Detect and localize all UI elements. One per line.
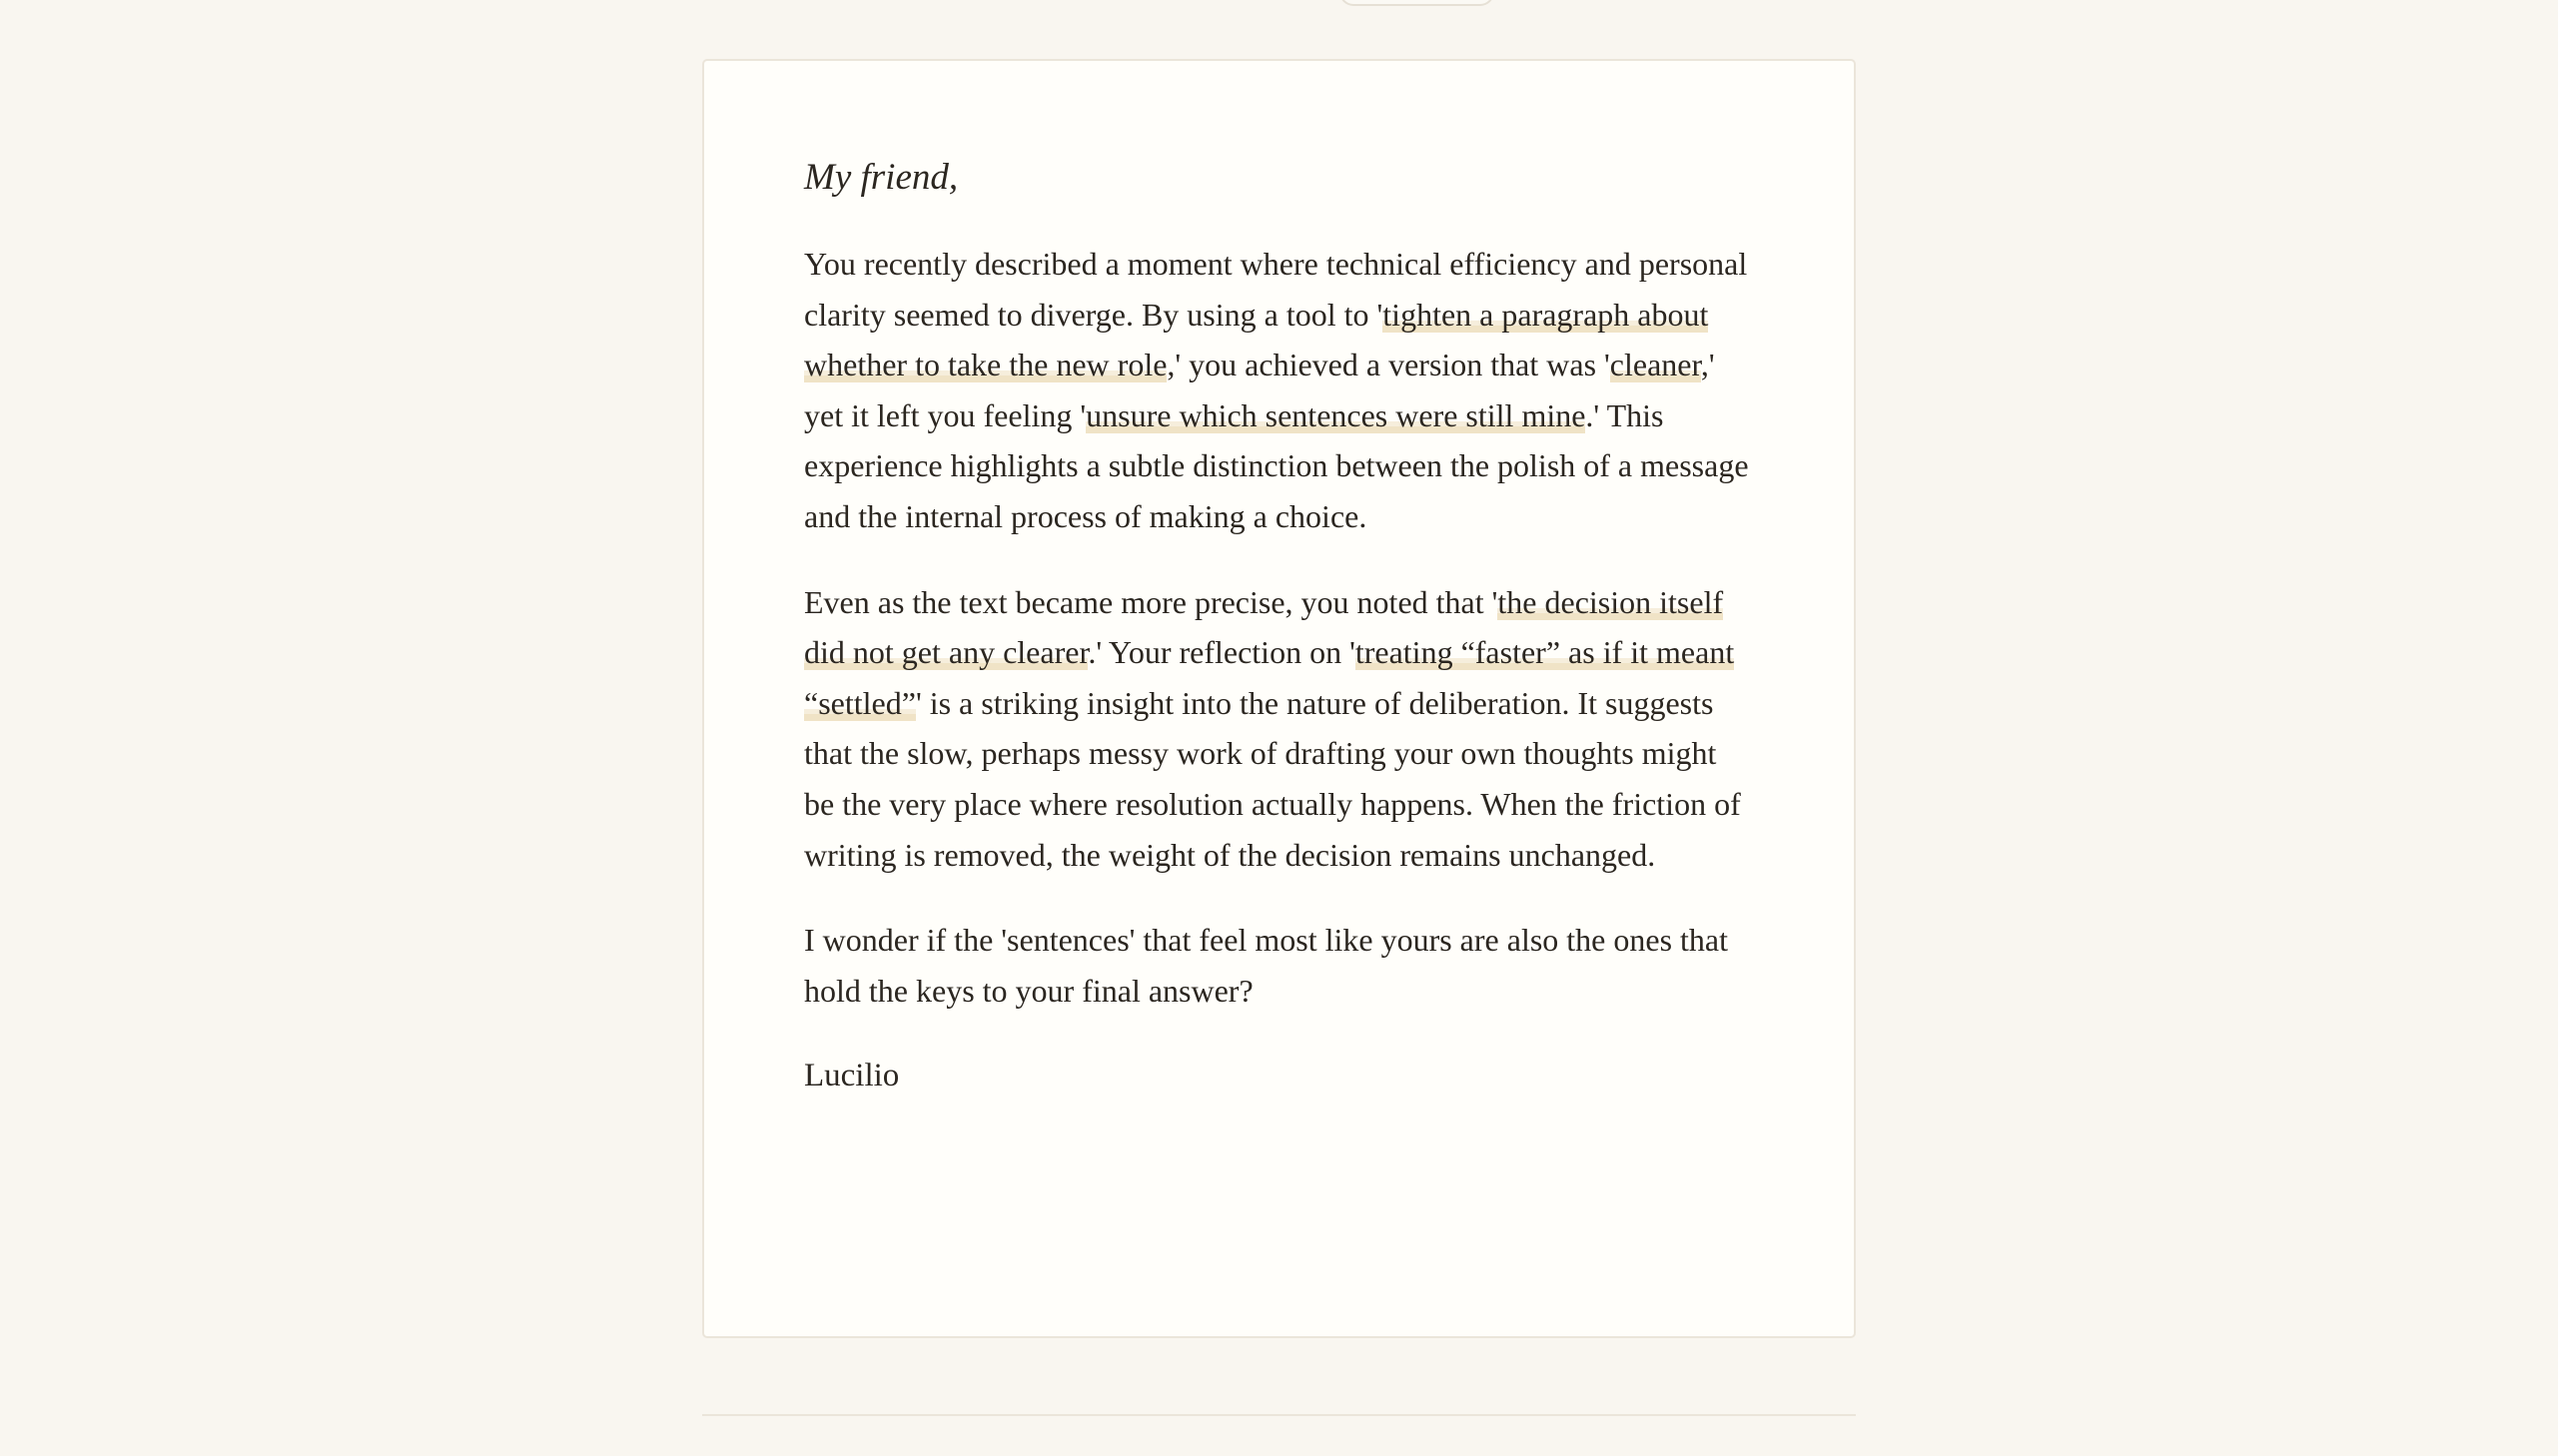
divider bbox=[702, 1414, 1856, 1416]
letter-paragraph-1 bbox=[804, 239, 1753, 542]
letter-paragraph-3: I wonder if the 'sentences' that feel most like yours are also the ones that hold the keys to your final answer? bbox=[804, 922, 1729, 1009]
letter-salutation: My friend, bbox=[804, 157, 959, 198]
paragraph-text: You recently described a moment where technical efficiency and personal clarity seemed to diverge. By using a tool to ' bbox=[804, 246, 1748, 333]
paragraph-text: .' This experience highlights a subtle distinction between the polish of a message and the internal process of making a choice. bbox=[804, 396, 1749, 534]
letter-signature: Lucilio bbox=[804, 1058, 900, 1094]
top-tab[interactable] bbox=[1339, 0, 1494, 6]
paragraph-text: ' is a striking insight into the nature of deliberation. It suggests that the slow, perhaps messy work of drafting your own thoughts might be the very place where resolution actually happens. When the friction of writing is removed, the weight of the decision remains unchanged. bbox=[804, 684, 1741, 873]
paragraph-text: ,' yet it left you feeling ' bbox=[804, 347, 1715, 433]
letter-paragraph-2 bbox=[804, 577, 1753, 881]
letter-body bbox=[804, 153, 1753, 1100]
quote-highlight: cleaner bbox=[1609, 347, 1701, 383]
quote-highlight: treating “faster” as if it meant “settled” bbox=[804, 634, 1735, 721]
paragraph-text: .' Your reflection on ' bbox=[1088, 634, 1355, 671]
paragraph-text: ,' you achieved a version that was ' bbox=[1167, 347, 1610, 383]
quote-highlight: tighten a paragraph about whether to take the new role bbox=[804, 296, 1709, 383]
quote-highlight: the decision itself did not get any clearer bbox=[804, 583, 1724, 671]
letter-card bbox=[702, 59, 1856, 1338]
paragraph-text: Even as the text became more precise, you noted that ' bbox=[804, 583, 1498, 620]
quote-highlight: unsure which sentences were still mine bbox=[1086, 396, 1586, 433]
